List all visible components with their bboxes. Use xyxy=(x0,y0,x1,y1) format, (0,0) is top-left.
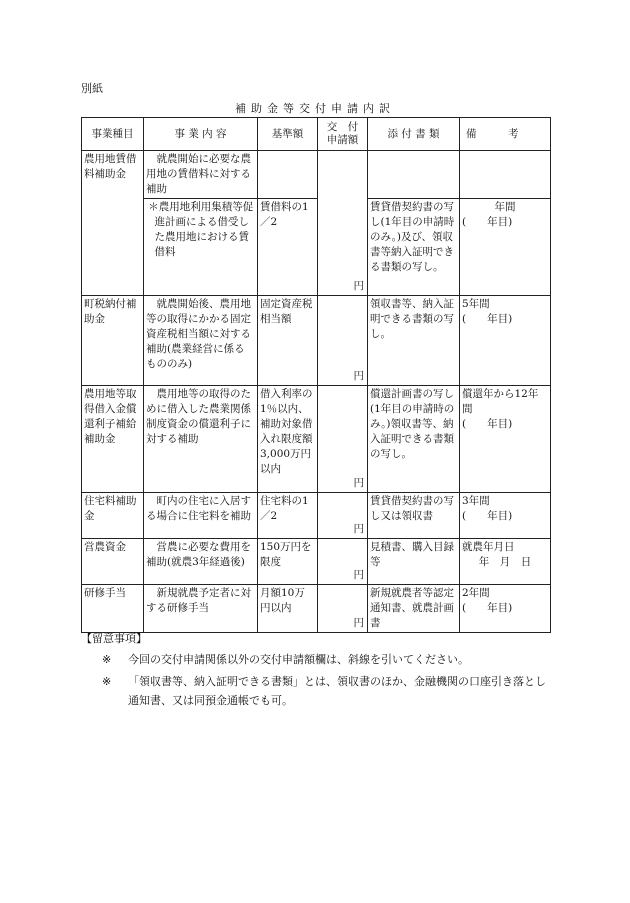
cell-content: ＊農用地利用集積等促進計画による借受した農用地における賃借料 xyxy=(144,199,258,296)
cell-remarks-line2: ( 年目) xyxy=(462,216,513,228)
subsidy-table xyxy=(81,117,551,633)
cell-type: 農用地等取得借入金償還利子補給補助金 xyxy=(82,386,144,493)
attachment-label: 別紙 xyxy=(81,82,103,95)
table-row xyxy=(82,585,551,633)
table-row xyxy=(82,539,551,585)
cell-remarks-line2: ( 年目) xyxy=(462,602,513,614)
yen-unit: 円 xyxy=(353,477,364,489)
cell-remarks-line2: ( 年目) xyxy=(462,418,513,430)
cell-type xyxy=(82,199,144,296)
cell-remarks xyxy=(460,585,551,633)
cell-content: 就農開始後、農用地等の取得にかかる固定資産税相当額に対する補助(農業経営に係るもののみ) xyxy=(144,296,258,386)
cell-remarks xyxy=(460,386,551,493)
note-mark: ※ xyxy=(102,653,112,666)
cell-docs: 見積書、購入目録等 xyxy=(368,539,460,585)
yen-unit: 円 xyxy=(353,569,364,581)
table-row xyxy=(82,386,551,493)
col-header-type: 事業種目 xyxy=(82,118,144,151)
table-row xyxy=(82,199,551,296)
cell-type: 営農資金 xyxy=(82,539,144,585)
cell-remarks-line1: 2年間 xyxy=(462,587,490,599)
cell-amount[interactable] xyxy=(318,386,368,493)
cell-remarks-line1: 5年間 xyxy=(462,298,490,310)
col-header-amount xyxy=(318,118,368,151)
cell-docs xyxy=(368,151,460,199)
note-item xyxy=(102,650,550,669)
cell-content: 新規就農予定者に対する研修手当 xyxy=(144,585,258,633)
cell-remarks-line1: 就農年月日 xyxy=(462,541,515,553)
note-text: 「領収書等、納入証明できる書類」とは、領収書のほか、金融機関の口座引き落とし通知書、又は同預金通帳でも可。 xyxy=(128,675,546,707)
cell-docs: 賃貸借契約書の写し(1年目の申請時のみ。)及び、領収書等納入証明できる書類の写し。 xyxy=(368,199,460,296)
cell-base: 150万円を限度 xyxy=(258,539,318,585)
cell-base xyxy=(258,151,318,199)
cell-type: 町税納付補助金 xyxy=(82,296,144,386)
cell-base: 借入利率の1％以内、補助対象借入れ限度額3,000万円以内 xyxy=(258,386,318,493)
cell-base: 住宅料の1／2 xyxy=(258,493,318,539)
cell-content: 営農に必要な費用を補助(就農3年経過後) xyxy=(144,539,258,585)
cell-remarks-line2: ( 年目) xyxy=(462,313,513,325)
cell-docs: 領収書等、納入証明できる書類の写し。 xyxy=(368,296,460,386)
cell-docs: 新規就農者等認定通知書、就農計画書 xyxy=(368,585,460,633)
note-mark: ※ xyxy=(102,675,112,688)
cell-remarks-line2: ( 年目) xyxy=(462,510,513,522)
cell-base: 月額10万円以内 xyxy=(258,585,318,633)
yen-unit: 円 xyxy=(353,523,364,535)
cell-amount[interactable] xyxy=(318,199,368,296)
table-row xyxy=(82,296,551,386)
notes-heading: 【留意事項】 xyxy=(81,632,147,645)
note-text: 今回の交付申請関係以外の交付申請額欄は、斜線を引いてください。 xyxy=(128,653,469,666)
table-header-row xyxy=(82,118,551,151)
cell-remarks-line1: 3年間 xyxy=(462,495,490,507)
col-header-amount-line1: 交 付 xyxy=(326,121,359,133)
cell-remarks xyxy=(460,539,551,585)
cell-amount[interactable] xyxy=(318,151,368,199)
cell-content: 就農開始に必要な農用地の賃借料に対する補助 xyxy=(144,151,258,199)
cell-docs: 償還計画書の写し(1年目の申請時のみ。)領収書等、納入証明できる書類の写し。 xyxy=(368,386,460,493)
cell-remarks-line1: 年間 xyxy=(494,201,516,213)
cell-amount[interactable] xyxy=(318,539,368,585)
col-header-remarks: 備 考 xyxy=(460,118,551,151)
col-header-base: 基準額 xyxy=(258,118,318,151)
col-header-docs: 添 付 書 類 xyxy=(368,118,460,151)
cell-type: 農用地賃借料補助金 xyxy=(82,151,144,199)
table-row xyxy=(82,493,551,539)
cell-remarks xyxy=(460,199,551,296)
cell-type: 研修手当 xyxy=(82,585,144,633)
yen-unit: 円 xyxy=(353,370,364,382)
cell-amount[interactable] xyxy=(318,585,368,633)
table-row xyxy=(82,151,551,199)
cell-type: 住宅料補助金 xyxy=(82,493,144,539)
cell-docs: 賃貸借契約書の写し又は領収書 xyxy=(368,493,460,539)
cell-remarks xyxy=(460,493,551,539)
yen-unit: 円 xyxy=(353,617,364,629)
cell-remarks-line1: 償還年から12年間 xyxy=(462,388,539,415)
cell-amount[interactable] xyxy=(318,296,368,386)
col-header-amount-line2: 申請額 xyxy=(326,134,359,146)
col-header-content: 事 業 内 容 xyxy=(144,118,258,151)
cell-amount[interactable] xyxy=(318,493,368,539)
cell-remarks xyxy=(460,296,551,386)
page-title: 補助金等交付申請内訳 xyxy=(235,102,395,115)
cell-remarks xyxy=(460,151,551,199)
cell-remarks-line2: 年 月 日 xyxy=(478,556,532,568)
cell-content: 町内の住宅に入居する場合に住宅料を補助 xyxy=(144,493,258,539)
cell-base: 固定資産税相当額 xyxy=(258,296,318,386)
note-item xyxy=(102,672,550,710)
cell-base: 賃借料の1／2 xyxy=(258,199,318,296)
cell-content: 農用地等の取得のために借入した農業関係制度資金の償還利子に対する補助 xyxy=(144,386,258,493)
yen-unit: 円 xyxy=(353,280,364,292)
